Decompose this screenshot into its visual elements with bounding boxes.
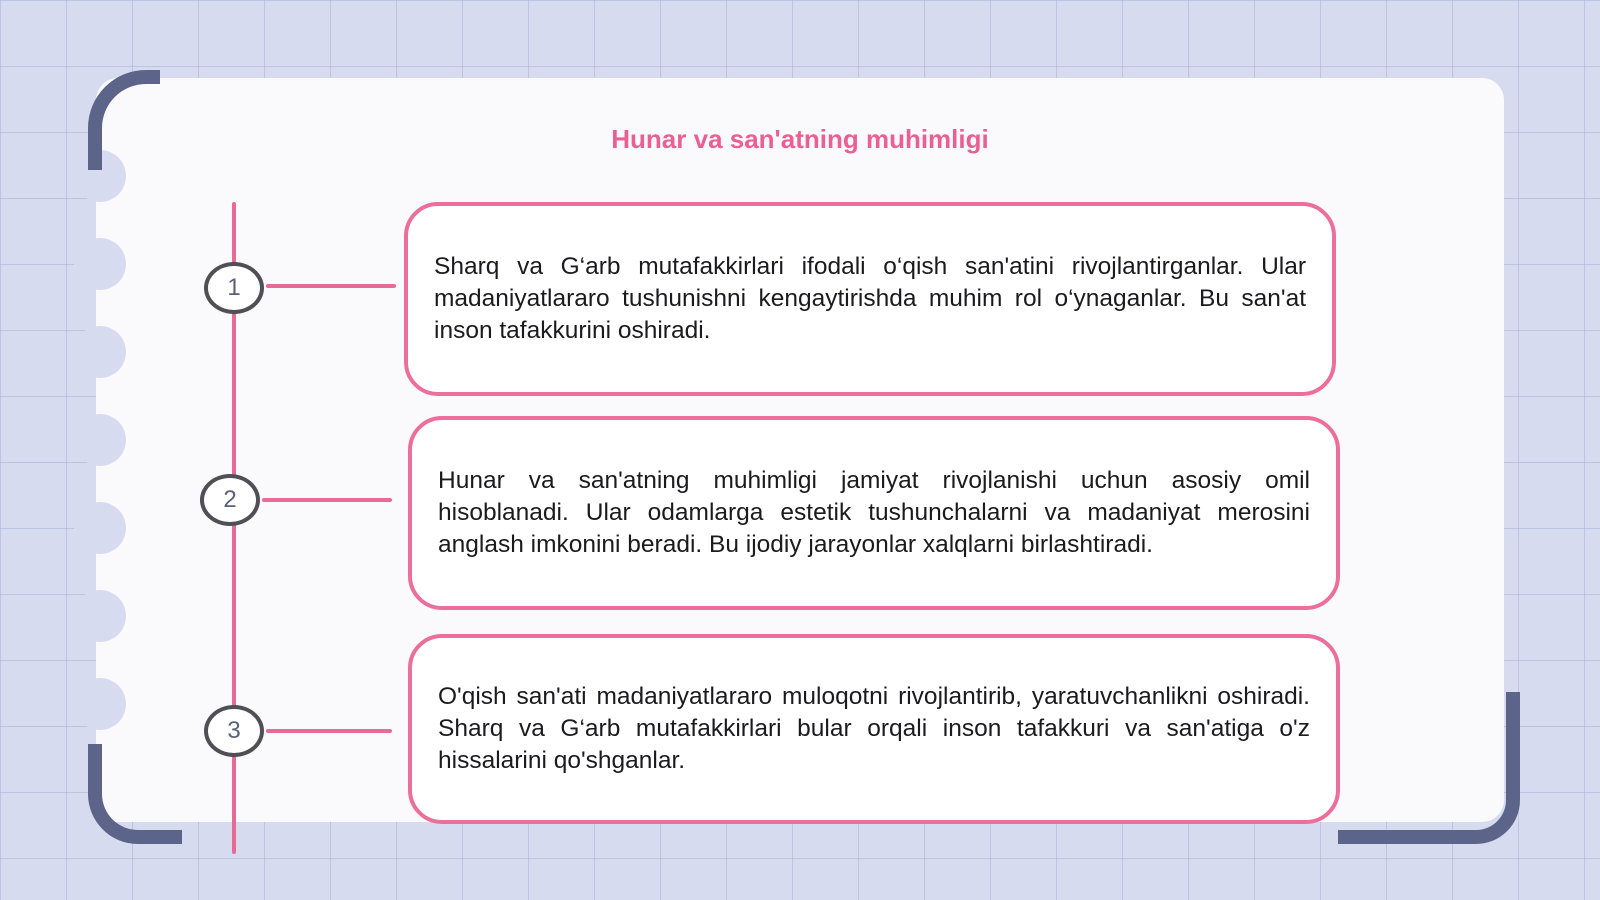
timeline-connector-3 bbox=[266, 729, 392, 733]
timeline-connector-1 bbox=[266, 284, 396, 288]
paper-notch bbox=[74, 238, 126, 290]
timeline-card-2 bbox=[408, 416, 1340, 610]
paper-notch bbox=[74, 414, 126, 466]
paper-notch bbox=[74, 326, 126, 378]
timeline-card-text: Hunar va san'atning muhimligi jamiyat rivojlanishi uchun asosiy omil hisoblanadi. Ular odamlarga estetik tushunchalarni va madaniyat merosini anglash imkonini beradi. Bu ijodiy jarayonlar xalqlarni birlashtiradi. bbox=[438, 467, 1310, 558]
timeline-card-text: O'qish san'ati madaniyatlararo muloqotni rivojlantirib, yaratuvchanlikni oshiradi. Sharq va G‘arb mutafakkirlari bular orqali inson tafakkuri va san'atiga o'z hissalarini qo'shganlar. bbox=[438, 683, 1310, 774]
step-number-1: 1 bbox=[204, 262, 264, 314]
paper-notch bbox=[74, 502, 126, 554]
timeline-card-text: Sharq va G‘arb mutafakkirlari ifodali o‘qish san'atini rivojlantirganlar. Ular madaniyatlararo tushunishni kengaytirishda muhim rol o‘ynaganlar. Bu san'at inson tafakkurini oshiradi. bbox=[434, 253, 1306, 344]
step-number-3: 3 bbox=[204, 705, 264, 757]
paper-notch bbox=[74, 678, 126, 730]
paper-notch bbox=[74, 590, 126, 642]
corner-bracket-bottom-left bbox=[88, 744, 182, 844]
step-number-2: 2 bbox=[200, 474, 260, 526]
corner-bracket-top-left bbox=[88, 70, 160, 170]
corner-bracket-bottom-right bbox=[1338, 692, 1520, 844]
timeline-card-1 bbox=[404, 202, 1336, 396]
slide-title: Hunar va san'atning muhimligi bbox=[611, 124, 989, 154]
timeline-connector-2 bbox=[262, 498, 392, 502]
timeline-card-3 bbox=[408, 634, 1340, 824]
